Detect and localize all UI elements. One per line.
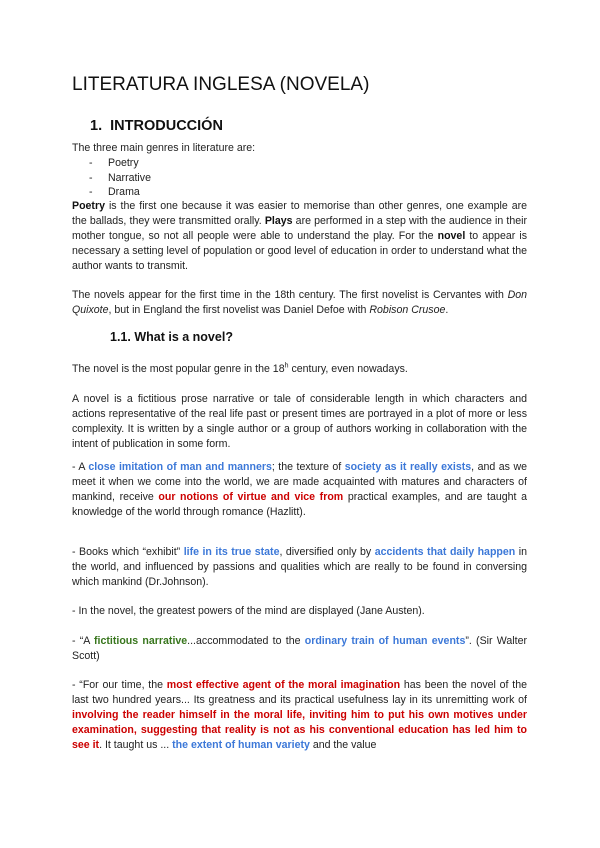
list-item: - Poetry [72,156,151,171]
section-number: 1. [90,118,103,134]
paragraph-popular-genre [72,362,527,377]
highlight-blue: accidents that daily happen [374,546,516,558]
text-run: The novels appear for the first time in the 18th century. The first novelist is Cervantes with [72,289,508,301]
text-run: , but in England the first novelist was Daniel Defoe with [108,304,370,316]
text-run: , and as we meet it when we come into the world, we are made acquainted with matures and characters of mankind, receive [72,461,527,503]
text-run: - “A [72,635,95,647]
text-run: - “For our time, the [72,679,167,691]
section-title: INTRODUCCIÓN [110,118,223,134]
text-run: century, even nowadays. [288,363,408,375]
text-run: ”. (Sir Walter Scott) [72,635,527,662]
term-plays: Plays [264,215,293,227]
text-run: to appear is necessary a setting level of population or good level of education in order to understand what the author wants to transmit. [72,230,527,272]
book-title: Robison Crusoe [369,304,446,316]
list-item: - Narrative [72,171,151,186]
text-run: - A [72,461,89,473]
section-heading-introduccion [90,118,223,134]
text-run: The novel is the most popular genre in the 18 [72,363,285,375]
quote-hazlitt [72,460,527,520]
list-item: - Drama [72,185,151,200]
text-run: ...accommodated to the [187,635,305,647]
text-run: ; the texture of [271,461,345,473]
text-run: has been the novel of the last two hundred years... Its greatness and its practical usefulness lay in its unremitting work of [72,679,527,706]
quote-johnson [72,545,527,590]
quote-austen: - In the novel, the greatest powers of the mind are displayed (Jane Austen). [72,605,425,617]
highlight-blue: the extent of human variety [172,739,310,751]
text-run: . [445,304,449,316]
genres-intro: The three main genres in literature are: [72,142,256,154]
paragraph-first-novels [72,288,527,318]
paragraph-novel-definition: A novel is a fictitious prose narrative or tale of considerable length in which characters and actions representative of the real life past or present times are portrayed in a plot of more or less complexity. It is written by a single author or a group of authors working in collaboration with the intent of publication in some form. [72,393,527,450]
quote-scott [72,634,527,664]
highlight-blue: ordinary train of human events [304,635,466,647]
document-title: LITERATURA INGLESA (NOVELA) [72,74,370,95]
term-novel: novel [437,230,466,242]
genres-list [72,156,151,200]
text-run: , diversified only by [279,546,375,558]
text-run: - Books which “exhibit” [72,546,184,558]
quote-moral-imagination [72,678,527,753]
text-run: are performed in a step with the audience in their mother tongue, so not all people were able to understand the play. For the [72,215,527,242]
highlight-red: our notions of virtue and vice from [158,491,344,503]
highlight-blue: life in its true state [183,546,280,558]
text-run: in the world, and influenced by passions and qualities which are really to be found in conversing which mankind (Dr.Johnson). [72,546,527,588]
paragraph-genres [72,199,527,274]
highlight-blue: close imitation of man and manners [88,461,272,473]
highlight-red: involving the reader himself in the moral life, inviting him to put his own motives under examination, suggesting that reality is not as his conventional education has led him to see it [72,709,527,751]
book-title: Don Quixote [72,289,527,316]
text-run: is the first one because it was easier to memorise than other genres, one example are the ballads, they were transmitted orally. [72,200,527,227]
highlight-red: most effective agent of the moral imagination [166,679,401,691]
text-run: and the value [309,739,377,751]
highlight-blue: society as it really exists [344,461,472,473]
highlight-green: fictitious narrative [94,635,188,647]
term-poetry: Poetry [72,200,105,212]
superscript: h [284,362,289,370]
subsection-heading: 1.1. What is a novel? [110,330,233,344]
text-run: . It taught us ... [99,739,173,751]
text-run: practical examples, and are taught a knowledge of the world through romance (Hazlitt). [72,491,527,518]
